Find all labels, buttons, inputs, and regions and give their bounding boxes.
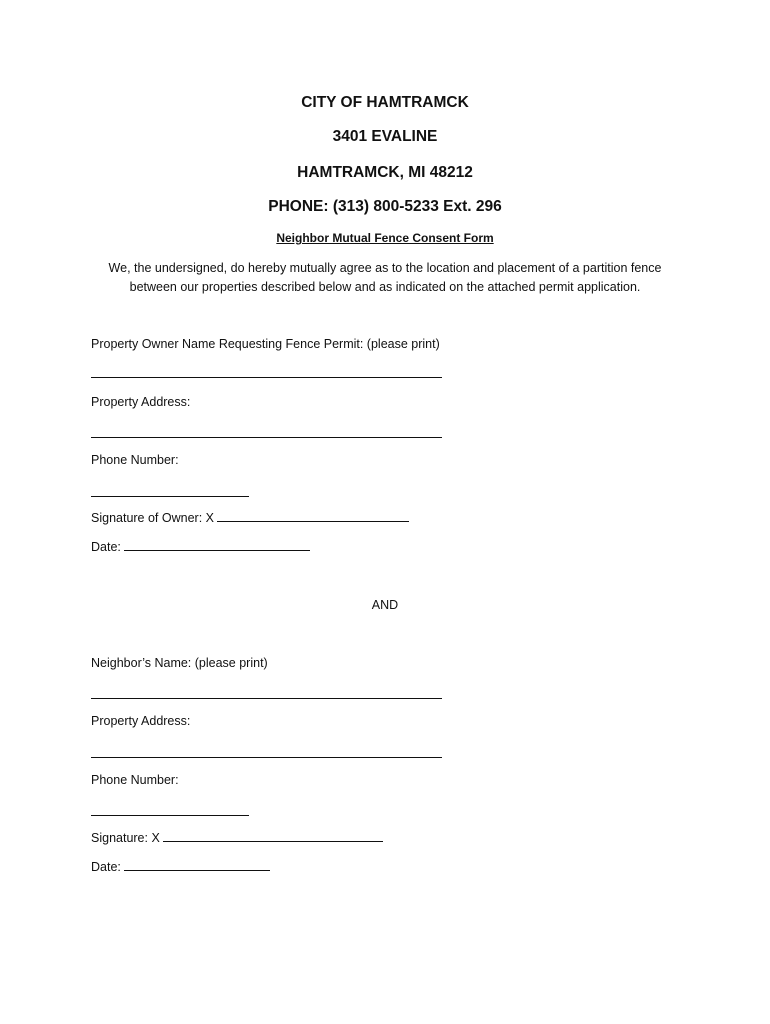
phone-heading: PHONE: (313) 800-5233 Ext. 296 [268,198,502,215]
intro-line-1: We, the undersigned, do hereby mutually agree as to the location and placement of a partition fence [108,261,662,275]
neighbor-phone-field[interactable] [91,815,249,816]
neighbor-date-field[interactable] [124,869,270,871]
form-title: Neighbor Mutual Fence Consent Form [276,231,494,245]
street-address-heading: 3401 EVALINE [332,128,438,145]
neighbor-phone-label: Phone Number: [91,773,179,787]
neighbor-date-row [91,860,270,874]
owner-address-label: Property Address: [91,395,191,409]
owner-date-label: Date: [91,540,121,554]
neighbor-name-label: Neighbor’s Name: (please print) [91,656,268,670]
and-separator: AND [371,598,399,612]
city-heading: CITY OF HAMTRAMCK [301,94,469,111]
owner-address-field[interactable] [91,437,442,438]
owner-phone-label: Phone Number: [91,453,179,467]
neighbor-name-field[interactable] [91,698,442,699]
city-state-zip-heading: HAMTRAMCK, MI 48212 [297,164,473,181]
owner-signature-field[interactable] [217,520,409,522]
owner-phone-field[interactable] [91,496,249,497]
neighbor-signature-label: Signature: X [91,831,160,845]
owner-date-row [91,540,310,554]
neighbor-address-label: Property Address: [91,714,191,728]
owner-date-field[interactable] [124,549,310,551]
neighbor-date-label: Date: [91,860,121,874]
neighbor-address-field[interactable] [91,757,442,758]
owner-signature-row [91,511,409,525]
owner-signature-label: Signature of Owner: X [91,511,214,525]
intro-line-2: between our properties described below and as indicated on the attached permit application. [129,280,641,294]
neighbor-signature-row [91,831,383,845]
owner-name-label: Property Owner Name Requesting Fence Permit: (please print) [91,337,440,351]
owner-name-field[interactable] [91,377,442,378]
neighbor-signature-field[interactable] [163,840,383,842]
